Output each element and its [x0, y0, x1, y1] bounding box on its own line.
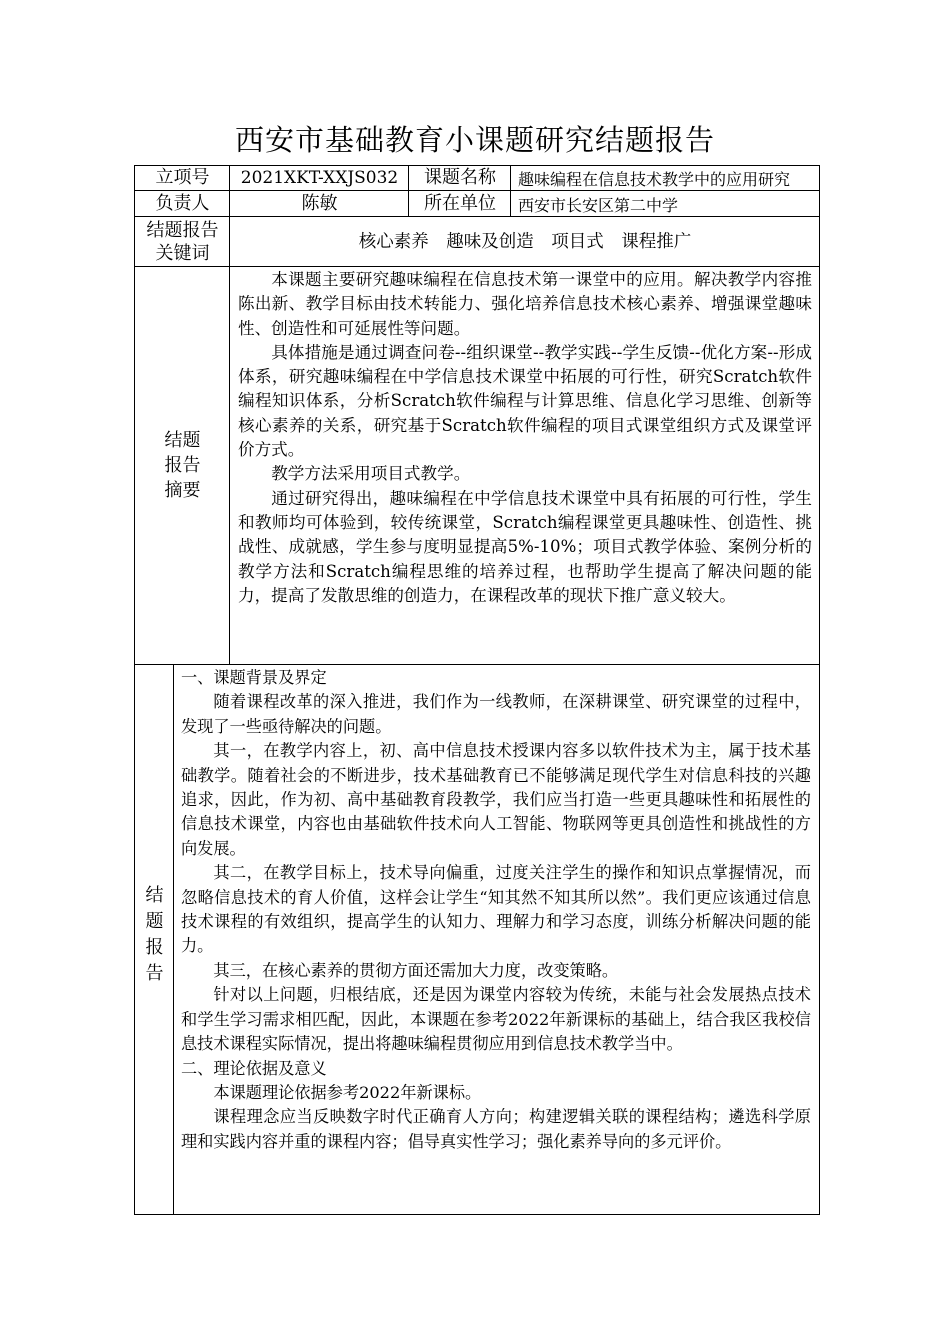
topic-value: 趣味编程在信息技术教学中的应用研究 [518, 169, 791, 189]
keywords-label [136, 217, 229, 266]
table-line [134, 266, 820, 267]
table-line [229, 165, 230, 664]
abstract-paragraph: 本课题主要研究趣味编程在信息技术第一课堂中的应用。解决教学内容推陈出新、教学目标由技术转能力、强化培养信息技术核心素养、增强课堂趣味性、创造性和可延展性等问题。 [238, 270, 812, 338]
table-line [510, 165, 511, 216]
report-paragraph: 针对以上问题，归根结底，还是因为课堂内容较为传统，未能与社会发展热点技术和学生学习需求相匹配，因此，本课题在参考2022年新课标的基础上，结合我区我校信息技术课程实际情况，提出将趣味编程贯彻应用到信息技术教学当中。 [181, 985, 811, 1054]
abstract-label-line: 摘要 [164, 480, 201, 501]
table-line [819, 165, 820, 1215]
report-paragraph: 课程理念应当反映数字时代正确育人方向；构建逻辑关联的课程结构；遴选科学原理和实践内容并重的课程内容；倡导真实性学习；强化素养导向的多元评价。 [181, 1107, 811, 1151]
project-no-value: 2021XKT-XXJS032 [240, 168, 399, 188]
table-line [173, 664, 174, 1214]
report-label-char: 告 [145, 963, 164, 984]
page-title: 西安市基础教育小课题研究结题报告 [234, 123, 715, 157]
leader-label: 负责人 [155, 193, 210, 214]
section-heading: 一、课题背景及界定 [181, 668, 327, 687]
abstract-paragraph: 教学方法采用项目式教学。 [271, 464, 471, 484]
keywords-value: 核心素养 趣味及创造 项目式 课程推广 [358, 231, 692, 252]
abstract-content [238, 268, 812, 662]
section-heading: 二、理论依据及意义 [181, 1058, 327, 1078]
report-label [136, 883, 173, 987]
abstract-paragraph: 通过研究得出，趣味编程在中学信息技术课堂中具有拓展的可行性，学生和教师均可体验到，较传统课堂，Scratch编程课堂更具趣味性、创造性、挑战性、成就感，学生参与度明显提高5%-10%；项目式教学体验、案例分析的教学方法和Scratch编程思维的培养过程，也帮助学生提高了解决问题的能力，提高了发散思维的创造力，在课程改革的现状下推广意义较大。 [238, 488, 812, 605]
table-line [134, 664, 820, 665]
table-line [134, 190, 820, 191]
topic-label: 课题名称 [424, 167, 496, 188]
abstract-label [136, 267, 229, 664]
abstract-paragraph: 具体措施是通过调查问卷--组织课堂--教学实践--学生反馈--优化方案--形成体系，研究趣味编程在中学信息技术课堂中拓展的可行性，研究Scratch软件编程知识体系，分析Scratch软件编程与计算思维、信息化学习思维、创新等核心素养的关系，研究基于Scratch软件编程的项目式课堂组织方式及课堂评价方式。 [238, 342, 812, 460]
keywords-label-line: 关键词 [155, 242, 210, 264]
report-paragraph: 其二，在教学目标上，技术导向偏重，过度关注学生的操作和知识点掌握情况，而忽略信息技术的育人价值，这样会让学生“知其然不知其所以然”。我们更应该通过信息技术课程的有效组织，提高学生的认知力、理解力和学习态度，训练分析解决问题的能力。 [181, 863, 811, 956]
report-label-char: 题 [145, 911, 164, 932]
report-label-char: 结 [145, 885, 164, 906]
table-line [134, 1214, 820, 1215]
report-content [181, 666, 811, 1212]
project-no-label: 立项号 [155, 167, 210, 188]
keywords-label-line: 结题报告 [146, 219, 219, 241]
report-paragraph: 其一，在教学内容上，初、高中信息技术授课内容多以软件技术为主，属于技术基础教学。随着社会的不断进步，技术基础教育已不能够满足现代学生对信息科技的兴趣追求，因此，作为初、高中基础教育段教学，我们应当打造一些更具趣味性和拓展性的信息技术课堂，内容也由基础软件技术向人工智能、物联网等更具创造性和挑战性的方向发展。 [181, 741, 811, 858]
leader-value: 陈敏 [301, 193, 338, 214]
report-paragraph: 随着课程改革的深入推进，我们作为一线教师，在深耕课堂、研究课堂的过程中，发现了一些亟待解决的问题。 [181, 692, 811, 736]
abstract-label-line: 报告 [164, 455, 201, 476]
report-label-char: 报 [145, 937, 164, 958]
table-line [408, 165, 409, 216]
abstract-label-line: 结题 [164, 430, 201, 451]
unit-label: 所在单位 [424, 193, 496, 214]
unit-value: 西安市长安区第二中学 [518, 195, 679, 215]
table-line [134, 165, 135, 1215]
report-paragraph: 其三，在核心素养的贯彻方面还需加大力度，改变策略。 [213, 960, 619, 980]
report-paragraph: 本课题理论依据参考2022年新课标。 [213, 1082, 482, 1102]
